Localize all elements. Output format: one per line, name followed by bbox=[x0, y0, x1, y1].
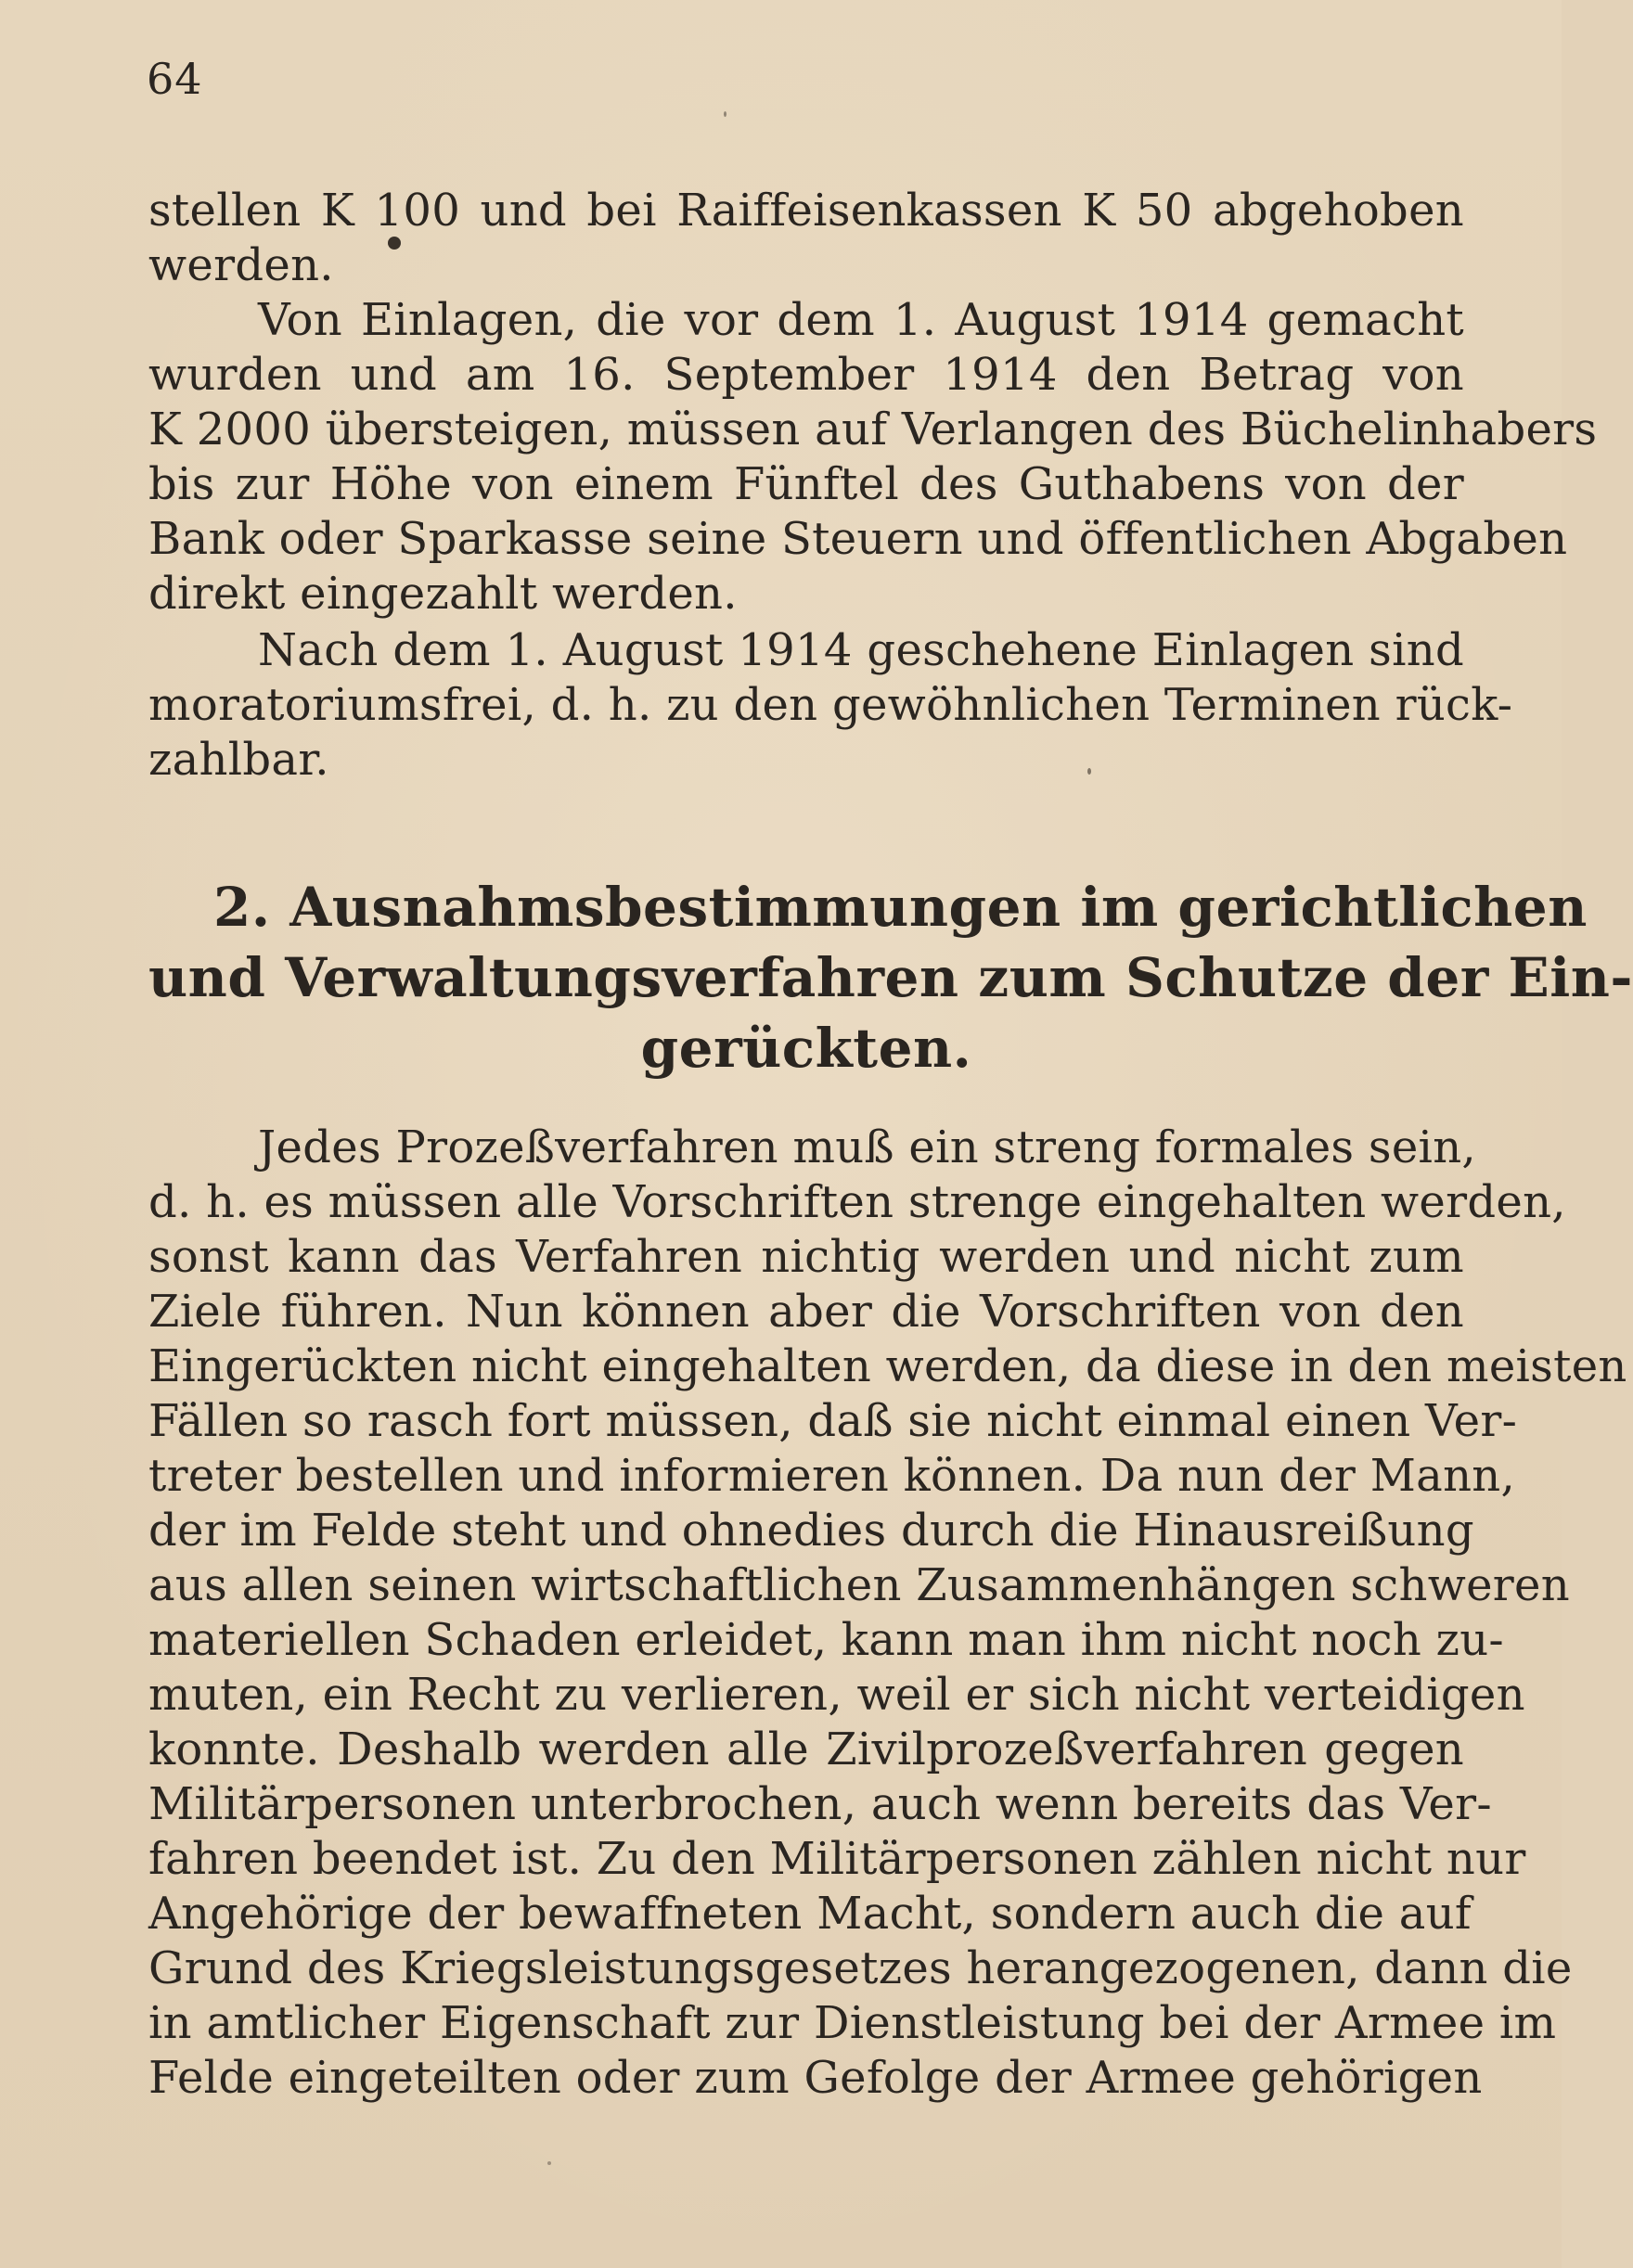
text-line: Ziele führen. Nun können aber die Vorschriften von den bbox=[148, 1286, 1464, 1338]
text-line: direkt eingezahlt werden. bbox=[148, 568, 738, 620]
text-line: K 2000 übersteigen, müssen auf Verlangen des Büchelinhabers bbox=[148, 404, 1598, 455]
ink-speck bbox=[724, 111, 726, 117]
text-line: zahlbar. bbox=[148, 734, 329, 786]
text-line: treter bestellen und informieren können. Da nun der Mann, bbox=[148, 1450, 1516, 1502]
text-line: Eingerückten nicht eingehalten werden, da diese in den meisten bbox=[148, 1340, 1627, 1392]
section-heading bbox=[148, 872, 1633, 1083]
paragraph-nach-dem bbox=[148, 623, 1513, 788]
paragraph-prozessverfahren bbox=[148, 1121, 1627, 2106]
text-line: Felde eingeteilten oder zum Gefolge der Armee gehörigen bbox=[148, 2052, 1483, 2104]
text-line: werden. bbox=[148, 239, 334, 291]
text-line: materiellen Schaden erleidet, kann man ihm nicht noch zu- bbox=[148, 1614, 1504, 1666]
text-line: d. h. es müssen alle Vorschriften strenge eingehalten werden, bbox=[148, 1176, 1566, 1228]
paragraph-einlagen bbox=[148, 293, 1598, 621]
text-line: Jedes Prozeßverfahren muß ein streng formales sein, bbox=[258, 1121, 1476, 1173]
text-line: wurden und am 16. September 1914 den Betrag von bbox=[148, 349, 1464, 401]
paragraph-continuation bbox=[148, 184, 1464, 293]
text-line: in amtlicher Eigenschaft zur Dienstleistung bei der Armee im bbox=[148, 1997, 1557, 2049]
page-number: 64 bbox=[147, 54, 203, 104]
text-line: sonst kann das Verfahren nichtig werden und nicht zum bbox=[148, 1231, 1464, 1283]
text-line: Von Einlagen, die vor dem 1. August 1914 gemacht bbox=[258, 294, 1464, 346]
heading-line: und Verwaltungsverfahren zum Schutze der Ein- bbox=[148, 946, 1633, 1009]
heading-line: 2. Ausnahmsbestimmungen im gerichtlichen bbox=[213, 876, 1588, 939]
text-line: der im Felde steht und ohnedies durch die Hinausreißung bbox=[148, 1505, 1474, 1557]
ink-speck bbox=[388, 237, 401, 250]
text-line: muten, ein Recht zu verlieren, weil er sich nicht verteidigen bbox=[148, 1669, 1525, 1721]
heading-line: gerückten. bbox=[640, 1017, 972, 1080]
ink-speck bbox=[547, 2161, 551, 2165]
text-line: Nach dem 1. August 1914 geschehene Einlagen sind bbox=[258, 624, 1464, 676]
text-line: Militärpersonen unterbrochen, auch wenn bereits das Ver- bbox=[148, 1778, 1492, 1830]
text-line: bis zur Höhe von einem Fünftel des Guthabens von der bbox=[148, 458, 1464, 510]
text-line: fahren beendet ist. Zu den Militärpersonen zählen nicht nur bbox=[148, 1833, 1526, 1885]
text-line: Grund des Kriegsleistungsgesetzes herangezogenen, dann die bbox=[148, 1942, 1573, 1994]
text-line: Angehörige der bewaffneten Macht, sondern auch die auf bbox=[148, 1888, 1472, 1940]
text-line: moratoriumsfrei, d. h. zu den gewöhnlichen Terminen rück- bbox=[148, 679, 1513, 731]
text-line: aus allen seinen wirtschaftlichen Zusammenhängen schweren bbox=[148, 1559, 1570, 1611]
text-line: Fällen so rasch fort müssen, daß sie nicht einmal einen Ver- bbox=[148, 1395, 1518, 1447]
text-line: konnte. Deshalb werden alle Zivilprozeßverfahren gegen bbox=[148, 1723, 1464, 1775]
ink-speck bbox=[1087, 768, 1091, 775]
text-line: Bank oder Sparkasse seine Steuern und öffentlichen Abgaben bbox=[148, 513, 1568, 565]
text-line: stellen K 100 und bei Raiffeisenkassen K 50 abgehoben bbox=[148, 185, 1464, 237]
